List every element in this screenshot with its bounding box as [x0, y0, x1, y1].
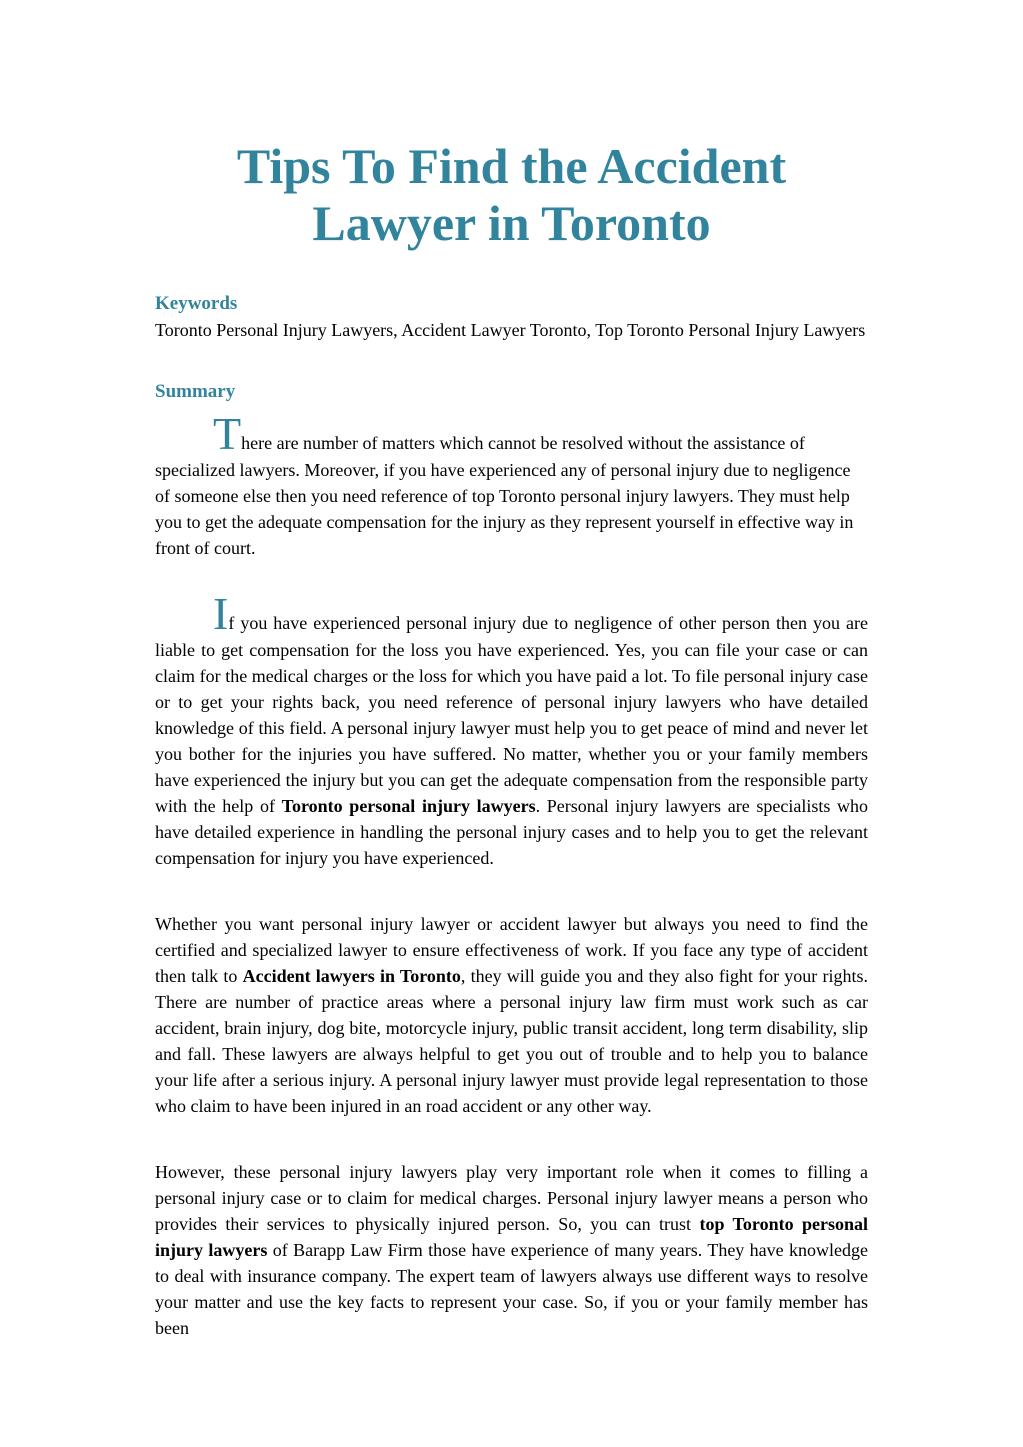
emphasized-phrase: Toronto personal injury lawyers: [281, 796, 536, 816]
emphasized-phrase: Accident lawyers in Toronto: [242, 966, 461, 986]
summary-paragraph-3: [155, 911, 868, 1119]
keywords-section: [155, 291, 868, 343]
summary-paragraph-4: [155, 1159, 868, 1341]
paragraph-text: , they will guide you and they also fight for your rights. There are number of practice areas where a personal injury law firm must work such as car accident, brain injury, dog bite, motorcycle injury, public transit accident, long term disability, slip and fall. These lawyers are always helpful to get you out of trouble and to help you to balance your life after a serious injury. A personal injury lawyer must provide legal representation to those who claim to have been injured in an road accident or any other way.: [155, 966, 869, 1116]
paragraph-text: of Barapp Law Firm those have experience of many years. They have knowledge to deal with insurance company. The expert team of lawyers always use different ways to resolve your matter and use the key facts to represent your case. So, if you or your family member has been: [155, 1240, 868, 1338]
keywords-text: Toronto Personal Injury Lawyers, Accident Lawyer Toronto, Top Toronto Personal Injury Lawyers: [155, 320, 866, 340]
summary-section: [155, 379, 868, 1341]
paragraph-text: f you have experienced personal injury due to negligence of other person then you are liable to get compensation for the loss you have experienced. Yes, you can file your case or can claim for the medical charges or the loss for which you have paid a lot. To file personal injury case or to get your rights back, you need reference of personal injury lawyers who have detailed knowledge of this field. A personal injury lawyer must help you to get peace of mind and never let you bother for the injuries you have suffered. No matter, whether you or your family members have experienced the injury but you can get the adequate compensation from the responsible party with the help of: [155, 613, 868, 816]
summary-heading: Summary: [155, 381, 236, 402]
paragraph-text: However, these personal injury lawyers play very important role when it comes to filling a personal injury case or to claim for medical charges. Personal injury lawyer means a person who provides their services to physically injured person. So, you can trust: [155, 1162, 868, 1234]
emphasized-phrase: top Toronto personal injury lawyers: [155, 1214, 868, 1260]
paragraph-text: here are number of matters which cannot be resolved without the assistance of specialized lawyers. Moreover, if you have experienced any of personal injury due to negligence of someone else then you need reference of top Toronto personal injury lawyers. They must help you to get the adequate compensation for the injury as they represent yourself in effective way in front of court.: [155, 433, 854, 558]
summary-paragraph-2: [155, 588, 868, 871]
page-title: Tips To Find the Accident Lawyer in Toronto: [236, 138, 787, 251]
paragraph-text: . Personal injury lawyers are specialists who have detailed experience in handling the personal injury cases and to help you to get the relevant compensation for injury you have experienced.: [155, 796, 868, 868]
keywords-heading: Keywords: [155, 293, 238, 314]
summary-paragraph-1: [155, 408, 868, 561]
paragraph-text: Whether you want personal injury lawyer or accident lawyer but always you need to find the certified and specialized lawyer to ensure effectiveness of work. If you face any type of accident then talk to: [155, 914, 868, 986]
drop-cap-letter: T: [213, 408, 242, 459]
drop-cap-letter: I: [213, 588, 229, 639]
